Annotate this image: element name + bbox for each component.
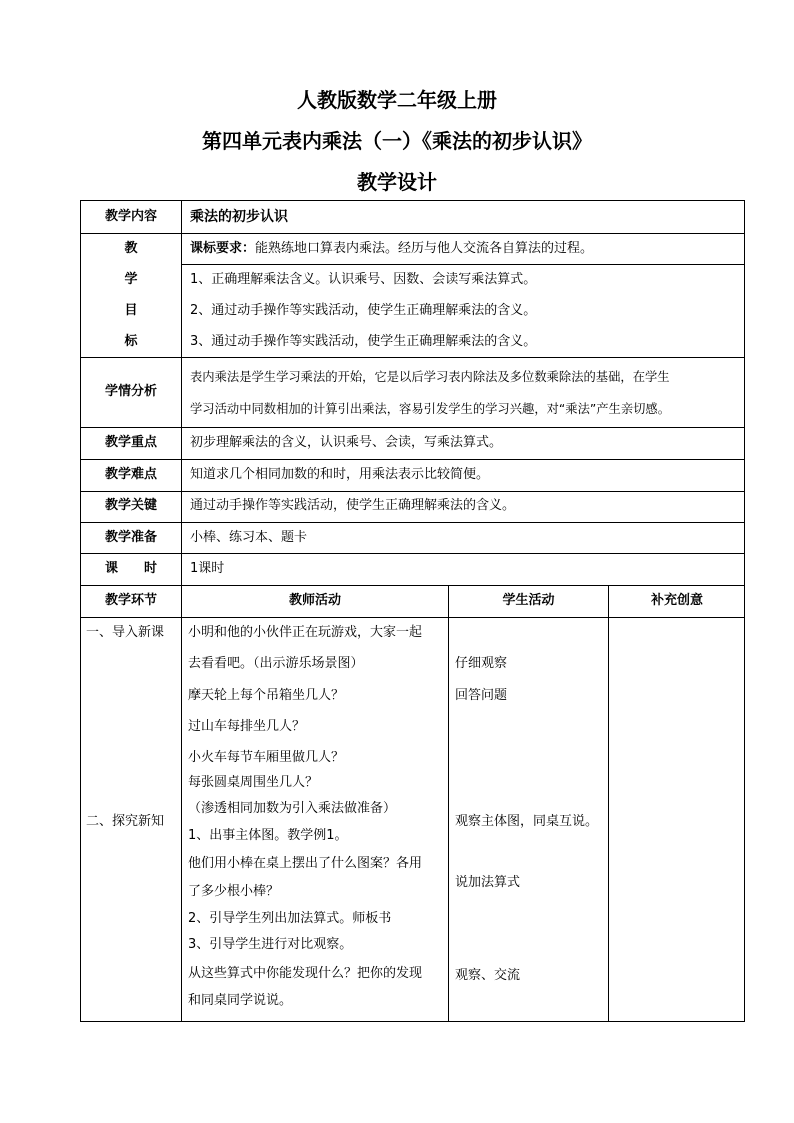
- teacher-line: 了多少根小棒？: [188, 884, 280, 899]
- teacher-line: 3、引导学生进行对比观察。: [188, 937, 353, 952]
- design-title: 教学设计: [357, 170, 437, 194]
- teacher-line: 和同桌同学说说。: [188, 993, 293, 1008]
- value-hours: 1课时: [190, 561, 225, 576]
- teacher-line: 2、引导学生列出加法算式。师板书: [188, 911, 392, 926]
- label-difficulty: 教学难点: [104, 467, 157, 482]
- row-divider: [80, 357, 745, 358]
- teacher-line: 过山车每排坐几人？: [188, 719, 306, 734]
- unit-title: 第四单元表内乘法（一）《乘法的初步认识》: [202, 129, 592, 153]
- teacher-line: 小火车每节车厢里做几人？: [188, 750, 345, 765]
- teacher-line: 从这些算式中你能发现什么？把你的发现: [188, 966, 423, 981]
- stage-explore: 二、探究新知: [86, 814, 165, 829]
- analysis-line-2: 学习活动中同数相加的计算引出乘法，容易引发学生的学习兴趣，对“乘法”产生亲切感。: [190, 402, 671, 416]
- column-divider: [181, 200, 182, 1022]
- row-divider: [80, 522, 745, 523]
- header-extra: 补充创意: [650, 593, 703, 608]
- student-line: 仔细观察: [455, 656, 508, 671]
- teacher-line: 每张圆桌周围坐几人？: [188, 775, 319, 790]
- header-stage: 教学环节: [104, 593, 157, 608]
- row-divider: [80, 617, 745, 618]
- teacher-line: 去看看吧。（出示游乐场景图）: [188, 656, 364, 671]
- row-divider: [80, 553, 745, 554]
- stage-intro: 一、导入新课: [86, 625, 165, 640]
- header-student: 学生活动: [502, 593, 555, 608]
- goal-item-3: 3、通过动手操作等实践活动，使学生正确理解乘法的含义。: [190, 334, 537, 349]
- label-goal-char-3: 目: [124, 303, 138, 318]
- teacher-line: 摩天轮上每个吊箱坐几人？: [188, 688, 345, 703]
- teacher-line: 小明和他的小伙伴正在玩游戏，大家一起: [188, 625, 423, 640]
- column-divider: [608, 585, 609, 1022]
- student-line: 说加法算式: [455, 875, 521, 890]
- value-crux: 通过动手操作等实践活动，使学生正确理解乘法的含义。: [190, 498, 516, 513]
- teacher-line: （渗透相同加数为引入乘法做准备）: [188, 801, 397, 816]
- label-goal-char-1: 教: [124, 241, 138, 256]
- goal-item-1: 1、正确理解乘法含义。认识乘号、因数、会读写乘法算式。: [190, 272, 537, 287]
- label-goal-char-4: 标: [124, 334, 138, 349]
- label-goal-char-2: 学: [124, 272, 138, 287]
- document-title: 人教版数学二年级上册: [297, 88, 497, 112]
- teacher-line: 1、出事主体图。教学例1。: [188, 828, 348, 843]
- row-divider: [80, 491, 745, 492]
- label-hours: 课 时: [104, 561, 157, 576]
- label-key: 教学重点: [104, 435, 157, 450]
- header-teacher: 教师活动: [288, 593, 341, 608]
- curriculum-standard-text: 能熟练地口算表内乘法。经历与他人交流各自算法的过程。: [255, 241, 594, 256]
- curriculum-standard-label: 课标要求：: [190, 241, 256, 256]
- goal-item-2: 2、通过动手操作等实践活动，使学生正确理解乘法的含义。: [190, 303, 537, 318]
- row-divider: [80, 459, 745, 460]
- column-divider: [448, 585, 449, 1022]
- value-key: 初步理解乘法的含义，认识乘号、会读，写乘法算式。: [190, 435, 503, 450]
- row-divider: [80, 427, 745, 428]
- student-line: 回答问题: [455, 688, 508, 703]
- value-content: 乘法的初步认识: [190, 209, 288, 225]
- curriculum-standard: [190, 241, 593, 257]
- teacher-line: 他们用小棒在桌上摆出了什么图案？各用: [188, 856, 423, 871]
- student-line: 观察、交流: [455, 968, 521, 983]
- lesson-table: [80, 200, 745, 1022]
- row-divider: [80, 585, 745, 586]
- row-divider: [182, 264, 745, 265]
- analysis-line-1: 表内乘法是学生学习乘法的开始，它是以后学习表内除法及多位数乘除法的基础，在学生: [190, 370, 670, 384]
- label-crux: 教学关键: [104, 498, 157, 513]
- value-prep: 小棒、练习本、题卡: [190, 530, 308, 545]
- label-prep: 教学准备: [104, 530, 157, 545]
- student-line: 观察主体图，同桌互说。: [455, 814, 599, 829]
- label-analysis: 学情分析: [104, 384, 157, 399]
- label-content: 教学内容: [104, 209, 157, 224]
- value-difficulty: 知道求几个相同加数的和时，用乘法表示比较简便。: [190, 467, 490, 482]
- row-divider: [80, 233, 745, 234]
